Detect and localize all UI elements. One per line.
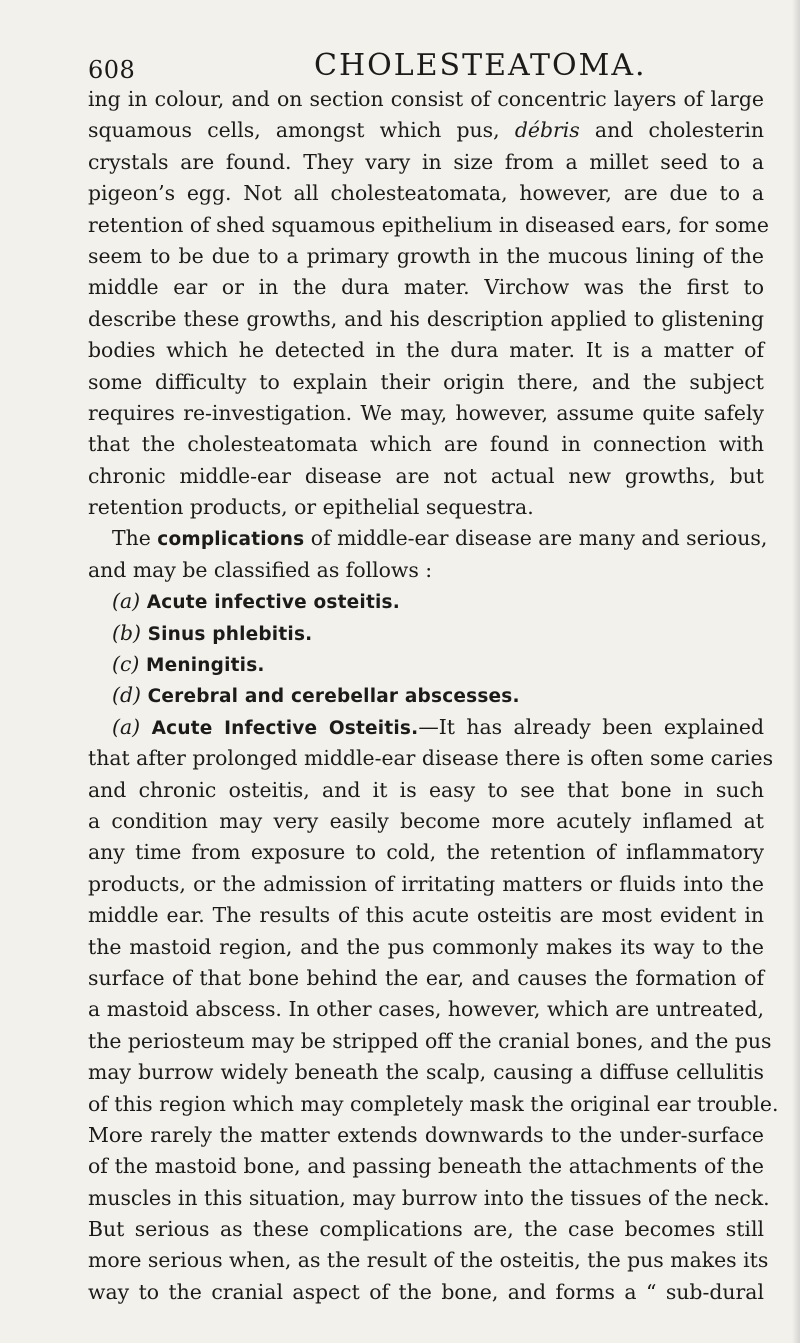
- text-run: squamous cells, amongst which pus,: [88, 118, 515, 143]
- text-line: that after prolonged middle-ear disease there is often some caries: [88, 746, 774, 771]
- running-title: CHOLESTEATOMA.: [314, 48, 647, 83]
- italic-word: débris: [514, 118, 580, 143]
- text-line: crystals are found. They vary in size from a millet seed to a: [88, 149, 764, 174]
- text-line: chronic middle-ear disease are not actual new growths, but: [88, 463, 764, 488]
- text-line: retention of shed squamous epithelium in diseased ears, for some: [88, 212, 769, 237]
- text-line: the periosteum may be stripped off the cranial bones, and the pus: [88, 1028, 772, 1053]
- text-line: [88, 523, 768, 554]
- text-line: requires re-investigation. We may, however, assume quite safely: [88, 400, 764, 425]
- bold-term: complications: [157, 529, 305, 551]
- list-item: [88, 649, 764, 680]
- text-line: the mastoid region, and the pus commonly makes its way to the: [88, 934, 764, 959]
- text-line: retention products, or epithelial sequestra.: [88, 495, 534, 520]
- text-line: pigeon’s egg. Not all cholesteatomata, however, are due to a: [88, 181, 764, 206]
- text-line: of this region which may completely mask the original ear trouble.: [88, 1091, 779, 1116]
- text-line: ing in colour, and on section consist of concentric layers of large: [88, 87, 764, 111]
- text-line: [88, 712, 764, 743]
- text-line: But serious as these complications are, the case becomes still: [88, 1217, 764, 1242]
- text-run: and cholesterin: [579, 118, 764, 143]
- list-item: [88, 618, 764, 649]
- list-item: [88, 586, 764, 617]
- section-heading: Acute Infective Osteitis.: [140, 717, 419, 739]
- text-line: [88, 115, 764, 146]
- text-line: products, or the admission of irritating matters or fluids into the: [88, 871, 764, 896]
- text-line: seem to be due to a primary growth in the mucous lining of the: [88, 243, 764, 268]
- list-item-label: Sinus phlebitis.: [140, 623, 313, 645]
- list-marker: (d): [112, 683, 141, 708]
- text-line: a condition may very easily become more acutely inflamed at: [88, 808, 764, 833]
- text-line: middle ear. The results of this acute osteitis are most evident in: [88, 903, 764, 928]
- text-line: may burrow widely beneath the scalp, causing a diffuse cellulitis: [88, 1060, 764, 1085]
- text-line: and chronic osteitis, and it is easy to see that bone in such: [88, 777, 764, 802]
- text-line: bodies which he detected in the dura mater. It is a matter of: [88, 338, 764, 363]
- body-text: [88, 84, 779, 1308]
- text-line: way to the cranial aspect of the bone, and forms a “ sub-dural: [88, 1279, 764, 1304]
- text-run: of middle-ear disease are many and serious,: [304, 526, 768, 551]
- text-line: muscles in this situation, may burrow into the tissues of the neck.: [88, 1185, 770, 1210]
- text-line: More rarely the matter extends downwards to the under-surface: [88, 1122, 764, 1147]
- list-marker: (c): [112, 652, 140, 677]
- text-line: more serious when, as the result of the osteitis, the pus makes its: [88, 1248, 769, 1273]
- text-line: that the cholesteatomata which are found in connection with: [88, 432, 764, 457]
- section-marker: (a): [112, 714, 141, 739]
- list-item-label: Acute infective osteitis.: [140, 592, 400, 614]
- page-number: 608: [88, 56, 136, 84]
- text-line: surface of that bone behind the ear, and causes the formation of: [88, 965, 764, 990]
- text-run: The: [112, 526, 158, 551]
- list-marker: (b): [112, 620, 141, 645]
- list-item-label: Cerebral and cerebellar abscesses.: [140, 686, 520, 708]
- text-line: some difficulty to explain their origin there, and the subject: [88, 369, 764, 394]
- text-line: any time from exposure to cold, the retention of inflammatory: [88, 840, 764, 865]
- text-line: middle ear or in the dura mater. Virchow was the first to: [88, 275, 764, 300]
- list-item-label: Meningitis.: [139, 655, 265, 677]
- text-line: and may be classified as follows :: [88, 557, 433, 582]
- page-edge-shadow: [792, 0, 800, 1343]
- text-line: of the mastoid bone, and passing beneath the attachments of the: [88, 1154, 764, 1179]
- text-run: —It has already been explained: [418, 714, 764, 739]
- text-line: describe these growths, and his description applied to glistening: [88, 306, 764, 331]
- text-line: a mastoid abscess. In other cases, however, which are untreated,: [88, 997, 764, 1022]
- page-header: [88, 48, 770, 88]
- list-marker: (a): [112, 589, 141, 614]
- list-item: [88, 680, 764, 711]
